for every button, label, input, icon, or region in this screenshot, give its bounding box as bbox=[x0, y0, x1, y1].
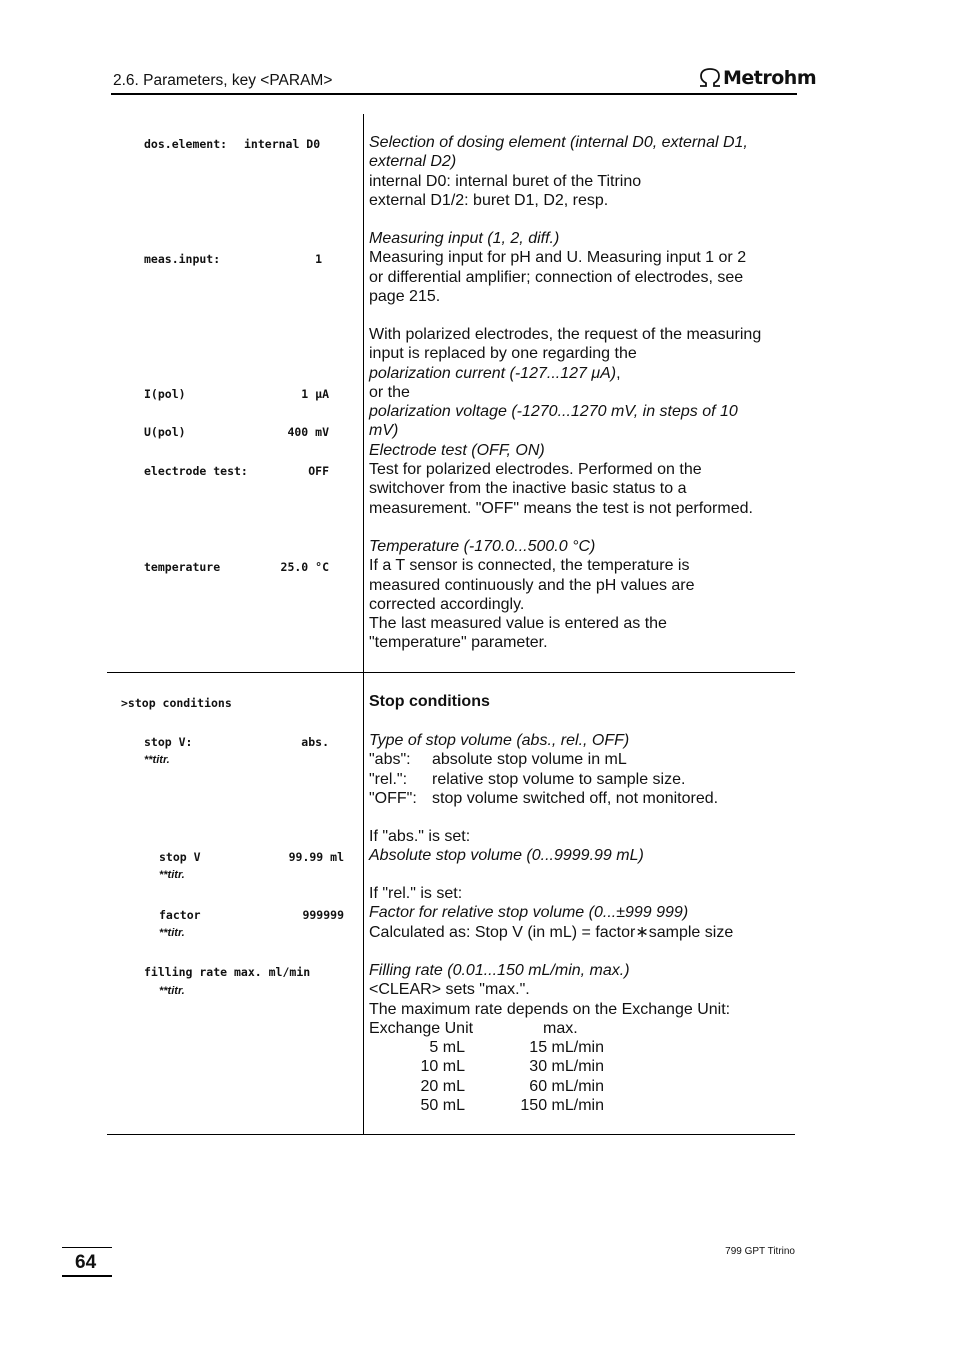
header-rule bbox=[111, 93, 797, 95]
meas-input-description: Measuring input (1, 2, diff.) Measuring input for pH and U. Measuring input 1 or 2 or differential amplifier; connection of electrodes, see page 215. bbox=[369, 230, 747, 305]
param-dos-element-name: dos.element: bbox=[144, 137, 228, 151]
param-meas-input-name: meas.input: bbox=[144, 252, 221, 266]
page-number: 64 bbox=[75, 1252, 97, 1273]
param-stop-v-name: stop V: bbox=[144, 735, 193, 749]
param-dos-element-value: internal D0 bbox=[244, 137, 321, 151]
table-row: 20 mL 60 mL/min bbox=[420, 1077, 604, 1095]
table-row: 50 mL 150 mL/min bbox=[420, 1096, 604, 1114]
table-bottom-rule bbox=[107, 1134, 795, 1135]
param-electrode-test-value: OFF bbox=[308, 464, 329, 478]
menu-stop-conditions: >stop conditions bbox=[121, 696, 232, 710]
absolute-stop-volume-description: If "abs." is set: Absolute stop volume (0...9999.99 mL) bbox=[369, 828, 644, 865]
param-factor-tag: **titr. bbox=[159, 927, 185, 939]
omega-logo-icon bbox=[697, 67, 723, 89]
param-temperature-value: 25.0 °C bbox=[280, 560, 329, 574]
brand-logo bbox=[697, 67, 816, 89]
temperature-description: Temperature (-170.0...500.0 °C) If a T sensor is connected, the temperature is measured continuously and the pH values are corrected accordingly. The last measured value is entered as the "temperature" parameter. bbox=[369, 538, 695, 652]
param-upol-value: 400 mV bbox=[287, 425, 329, 439]
param-factor-name: factor bbox=[159, 908, 201, 922]
filling-rate-description: Filling rate (0.01...150 mL/min, max.) <CLEAR> sets "max.". The maximum rate depends on the Exchange Unit: Exchange Unit max. bbox=[369, 962, 731, 1037]
page-number-bottom-rule bbox=[62, 1275, 112, 1277]
polarization-description: With polarized electrodes, the request of the measuring input is replaced by one regarding the polarization current (-127...127 μA), or the polarization voltage (-1270...1270 mV, in steps of 10 mV) Electrode test (OFF, ON) Test for polarized electrodes. Performed on the switchover from the inactive basic status to a measurement. "OFF" means the test is not performed. bbox=[369, 326, 762, 517]
param-stop-v-tag: **titr. bbox=[144, 754, 170, 766]
param-stop-volume-value: 99.99 ml bbox=[288, 850, 344, 864]
product-name: 799 GPT Titrino bbox=[725, 1246, 795, 1257]
dos-element-description: Selection of dosing element (internal D0, external D1, external D2) internal D0: internal buret of the Titrino external D1/2: buret D1, D2, resp. bbox=[369, 134, 748, 209]
section-title: 2.6. Parameters, key <PARAM> bbox=[113, 72, 333, 89]
param-meas-input-value: 1 bbox=[315, 252, 322, 266]
brand-name: Metrohm bbox=[723, 67, 817, 89]
page-number-top-rule bbox=[62, 1247, 112, 1248]
param-ipol-name: I(pol) bbox=[144, 387, 186, 401]
param-ipol-value: 1 μA bbox=[301, 387, 329, 401]
column-divider bbox=[363, 114, 364, 1135]
param-filling-rate-tag: **titr. bbox=[159, 985, 185, 997]
param-stop-v-value: abs. bbox=[301, 735, 329, 749]
param-factor-value: 999999 bbox=[302, 908, 344, 922]
table-row: 5 mL 15 mL/min bbox=[429, 1039, 604, 1056]
param-filling-rate-name: filling rate max. ml/min bbox=[144, 965, 311, 979]
stop-volume-type-description: Type of stop volume (abs., rel., OFF) "abs": absolute stop volume in mL "rel.": relative stop volume to sample size. "OFF": stop volume switched off, not monitored. bbox=[369, 732, 719, 807]
table-row: 10 mL 30 mL/min bbox=[420, 1058, 604, 1076]
exchange-unit-table bbox=[369, 1038, 604, 1115]
param-temperature-name: temperature bbox=[144, 560, 221, 574]
param-upol-name: U(pol) bbox=[144, 425, 186, 439]
section-rule bbox=[107, 672, 795, 673]
param-stop-volume-tag: **titr. bbox=[159, 869, 185, 881]
relative-stop-volume-description: If "rel." is set: Factor for relative stop volume (0...±999 999) Calculated as: Stop V (in mL) = factor∗sample size bbox=[369, 885, 734, 941]
stop-conditions-heading: Stop conditions bbox=[369, 693, 490, 710]
param-stop-volume-name: stop V bbox=[159, 850, 201, 864]
param-electrode-test-name: electrode test: bbox=[144, 464, 248, 478]
